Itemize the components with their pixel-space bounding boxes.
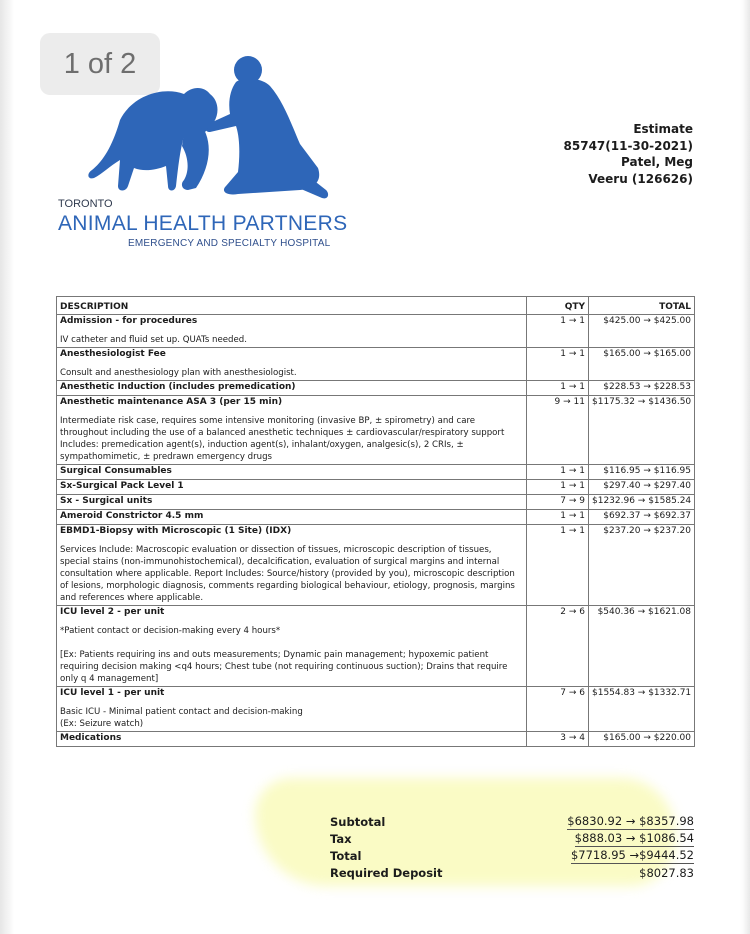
item-note-qty-cell — [527, 701, 589, 732]
item-note-row — [57, 701, 695, 732]
item-note-row — [57, 410, 695, 465]
item-name: Ameroid Constrictor 4.5 mm — [57, 510, 527, 525]
item-qty: 1 → 1 — [527, 348, 589, 363]
subtotal-row — [330, 814, 694, 831]
deposit-row — [330, 865, 694, 882]
table-row — [57, 495, 695, 510]
item-note-total-cell — [589, 362, 695, 381]
item-total: $1232.96 → $1585.24 — [589, 495, 695, 510]
estimate-label: Estimate — [633, 122, 693, 136]
tax-row — [330, 831, 694, 848]
item-name: Medications — [57, 732, 527, 747]
item-note: Services Include: Macroscopic evaluation or dissection of tissues, microscopic description of tissues, special stains (non-immunohistochemical), decalcification, evaluation of surgical margins and internal consultation where applicable. Report Includes: Source/history (provided by you), microscopic description of lesions, morphologic diagnosis, comments regarding biological behaviour, etiology, prognosis, margins and references where applicable. — [57, 539, 527, 606]
item-note-total-cell — [589, 539, 695, 606]
tax-value: $888.03 → $1086.54 — [574, 831, 694, 845]
item-note-total-cell — [589, 410, 695, 465]
table-row — [57, 480, 695, 495]
item-name: Sx - Surgical units — [57, 495, 527, 510]
item-note-qty-cell — [527, 329, 589, 348]
table-row — [57, 525, 695, 540]
table-row — [57, 381, 695, 396]
table-row — [57, 510, 695, 525]
item-note-row — [57, 539, 695, 606]
item-qty: 1 → 1 — [527, 465, 589, 480]
item-note-row — [57, 362, 695, 381]
item-qty: 1 → 1 — [527, 315, 589, 330]
item-total: $1554.83 → $1332.71 — [589, 687, 695, 702]
item-total: $165.00 → $165.00 — [589, 348, 695, 363]
item-note: IV catheter and fluid set up. QUATs needed. — [57, 329, 527, 348]
item-name: EBMD1-Biopsy with Microscopic (1 Site) (IDX) — [57, 525, 527, 540]
item-qty: 9 → 11 — [527, 396, 589, 411]
total-label: Total — [330, 849, 362, 863]
totals-block — [330, 814, 694, 882]
item-note-row — [57, 620, 695, 687]
total-row — [330, 848, 694, 865]
header-description: DESCRIPTION — [57, 297, 527, 315]
item-note-total-cell — [589, 620, 695, 687]
tax-label: Tax — [330, 832, 352, 846]
item-note: Basic ICU - Minimal patient contact and decision-making (Ex: Seizure watch) — [57, 701, 527, 732]
estimate-header — [564, 121, 693, 187]
table-row — [57, 606, 695, 621]
item-total: $540.36 → $1621.08 — [589, 606, 695, 621]
brand-subtitle: EMERGENCY AND SPECIALTY HOSPITAL — [128, 238, 331, 249]
table-row — [57, 687, 695, 702]
table-row — [57, 396, 695, 411]
brand-name: ANIMAL HEALTH PARTNERS — [58, 212, 348, 235]
table-row — [57, 465, 695, 480]
client-name: Patel, Meg — [621, 155, 693, 169]
item-qty: 7 → 6 — [527, 687, 589, 702]
item-qty: 3 → 4 — [527, 732, 589, 747]
item-name: ICU level 1 - per unit — [57, 687, 527, 702]
item-qty: 1 → 1 — [527, 510, 589, 525]
item-total: $116.95 → $116.95 — [589, 465, 695, 480]
item-name: Sx-Surgical Pack Level 1 — [57, 480, 527, 495]
item-name: Anesthetic Induction (includes premedication) — [57, 381, 527, 396]
item-name: Surgical Consumables — [57, 465, 527, 480]
item-name: ICU level 2 - per unit — [57, 606, 527, 621]
deposit-value: $8027.83 — [639, 866, 694, 880]
estimate-table — [56, 296, 695, 747]
item-qty: 2 → 6 — [527, 606, 589, 621]
table-row — [57, 348, 695, 363]
item-total: $297.40 → $297.40 — [589, 480, 695, 495]
item-note-qty-cell — [527, 362, 589, 381]
subtotal-value: $6830.92 → $8357.98 — [567, 814, 694, 828]
header-qty: QTY — [527, 297, 589, 315]
estimate-number: 85747(11-30-2021) — [563, 138, 693, 153]
total-value: $7718.95 →$9444.52 — [570, 848, 694, 862]
item-total: $692.37 → $692.37 — [589, 510, 695, 525]
item-total: $228.53 → $228.53 — [589, 381, 695, 396]
page-count-badge: 1 of 2 — [40, 33, 160, 95]
item-qty: 7 → 9 — [527, 495, 589, 510]
table-row — [57, 315, 695, 330]
item-note: *Patient contact or decision-making every 4 hours* [Ex: Patients requiring ins and outs measurements; Dynamic pain management; hypoxemic patient requiring decision making <q4 hours; Chest tube (not requiring continuous suction); Drains that require only q 4 management] — [57, 620, 527, 687]
item-total: $1175.32 → $1436.50 — [589, 396, 695, 411]
header-total: TOTAL — [589, 297, 695, 315]
item-name: Anesthetic maintenance ASA 3 (per 15 min) — [57, 396, 527, 411]
item-name: Anesthesiologist Fee — [57, 348, 527, 363]
item-total: $237.20 → $237.20 — [589, 525, 695, 540]
item-total: $165.00 → $220.00 — [589, 732, 695, 747]
item-total: $425.00 → $425.00 — [589, 315, 695, 330]
item-name: Admission - for procedures — [57, 315, 527, 330]
subtotal-label: Subtotal — [330, 815, 386, 829]
item-note-total-cell — [589, 329, 695, 348]
item-qty: 1 → 1 — [527, 381, 589, 396]
item-note-total-cell — [589, 701, 695, 732]
item-note-row — [57, 329, 695, 348]
table-row — [57, 732, 695, 747]
item-note-qty-cell — [527, 539, 589, 606]
item-qty: 1 → 1 — [527, 525, 589, 540]
item-note-qty-cell — [527, 620, 589, 687]
item-qty: 1 → 1 — [527, 480, 589, 495]
patient-name: Veeru (126626) — [588, 171, 693, 186]
brand-city: TORONTO — [58, 198, 113, 210]
table-header — [57, 297, 695, 315]
item-note: Intermediate risk case, requires some intensive monitoring (invasive BP, ± spirometry) and care throughout including the use of a balanced anesthetic techniques ± cardiovascular/respiratory support Includes: premedication agent(s), induction agent(s), inhalant/oxygen, analgesic(s), 2 CRIs, ± sympathomimetic, ± predrawn emergency drugs — [57, 410, 527, 465]
item-note: Consult and anesthesiology plan with anesthesiologist. — [57, 362, 527, 381]
item-note-qty-cell — [527, 410, 589, 465]
dog-cat-person-logo — [80, 40, 340, 210]
deposit-label: Required Deposit — [330, 866, 443, 880]
